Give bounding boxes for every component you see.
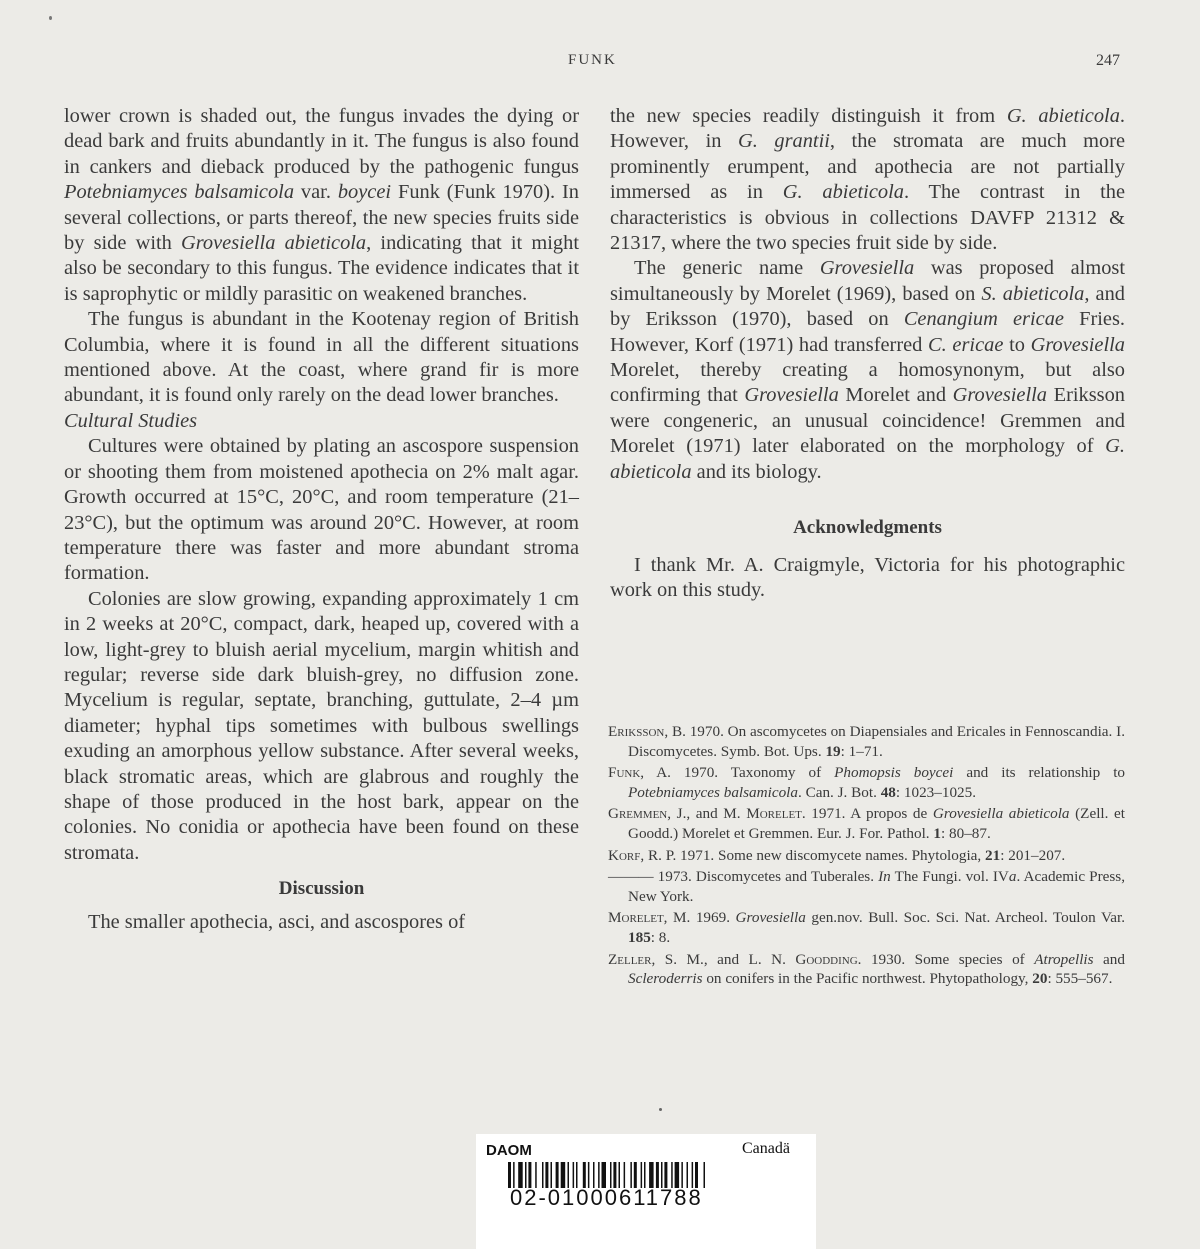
reference-entry: Eriksson, B. 1970. On ascomycetes on Diapensiales and Ericales in Fennoscandia. I. Discomycetes. Symb. Bot. Ups. 19: 1–71. [608, 723, 1125, 760]
barcode-institution: DAOM [486, 1142, 532, 1159]
reference-entry: Gremmen, J., and M. Morelet. 1971. A propos de Grovesiella abieticola (Zell. et Goodd.) Morelet et Gremmen. Eur. J. For. Pathol. 1: 80–87. [608, 805, 1126, 842]
subheading-cultural-studies: Cultural Studies [64, 409, 198, 432]
paragraph-discussion-continued: the new species readily distinguish it from G. abieticola. However, in G. grantii, the stromata are much more prominently erumpent, and apothecia are not partially immersed as in G. abieticola. The contrast in the characteristics is obvious in collections DAVFP 21312 & 21317, where the two species fruit side by side. [610, 105, 1126, 255]
left-column [64, 104, 579, 935]
scan-speck [49, 16, 52, 20]
paragraph-host-range: lower crown is shaded out, the fungus invades the dying or dead bark and fruits abundantly in it. The fungus is also found in cankers and dieback produced by the pathogenic fungus Potebniamyces balsamicola var. boycei Funk (Funk 1970). In several collections, or parts thereof, the new species fruits side by side with Grovesiella abieticola, indicating that it might also be secondary to this fungus. The evidence indicates that it is saprophytic or mildly parasitic on weakened branches. [64, 105, 579, 305]
paragraph-acknowledgments: I thank Mr. A. Craigmyle, Victoria for his photographic work on this study. [610, 553, 1125, 601]
paragraph-discussion-start: The smaller apothecia, asci, and ascospores of [88, 910, 466, 933]
section-title-discussion: Discussion [278, 878, 365, 900]
paragraph-colonies: Colonies are slow growing, expanding approximately 1 cm in 2 weeks at 20°C, compact, dark, heaped up, covered with a low, light-grey to bluish aerial mycelium, margin whitish and regular; reverse side dark bluish-grey, no diffusion zone. Mycelium is regular, septate, branching, guttulate, 2–4 µm diameter; hyphal tips sometimes with bulbous swellings exuding an amorphous yellow substance. After several weeks, black stromatic areas, which are glabrous and roughly the shape of those produced in the host bark, appear on the colonies. No conidia or apothecia have been found on these stromata. [64, 587, 579, 864]
page-number: 247 [1096, 52, 1120, 69]
running-title: FUNK [568, 52, 617, 68]
reference-entry: Funk, A. 1970. Taxonomy of Phomopsis boycei and its relationship to Potebniamyces balsamicola. Can. J. Bot. 48: 1023–1025. [608, 764, 1126, 801]
reference-entry: Zeller, S. M., and L. N. Goodding. 1930. Some species of Atropellis and Scleroderris on conifers in the Pacific northwest. Phytopathology, 20: 555–567. [608, 950, 1125, 988]
section-title-acknowledgments: Acknowledgments [793, 517, 942, 539]
barcode-number: 02-01000611788 [510, 1185, 703, 1210]
scan-dot [659, 1108, 662, 1111]
paragraph-generic-name: The generic name Grovesiella was proposed almost simultaneously by Morelet (1969), based on S. abieticola, and by Eriksson (1970), based on Cenangium ericae Fries. However, Korf (1971) had transferred C. ericae to Grovesiella Morelet, thereby creating a homosynonym, but also confirming that Grovesiella Morelet and Grovesiella Eriksson were congeneric, an unusual coincidence! Gremmen and Morelet (1971) later elaborated on the morphology of G. abieticola and its biology. [610, 257, 1126, 483]
reference-entry: Korf, R. P. 1971. Some new discomycete names. Phytologia, 21: 201–207. [608, 846, 1066, 864]
canada-wordmark: Canadä [742, 1140, 790, 1157]
reference-entry: Morelet, M. 1969. Grovesiella gen.nov. Bull. Soc. Sci. Nat. Archeol. Toulon Var. 185: 8. [608, 909, 1125, 946]
references-list [608, 722, 1125, 991]
right-column [610, 104, 1125, 603]
reference-entry: ——— 1973. Discomycetes and Tuberales. In The Fungi. vol. IVa. Academic Press, New York. [608, 868, 1126, 905]
paragraph-cultures: Cultures were obtained by plating an ascospore suspension or shooting them from moistened apothecia on 2% malt agar. Growth occurred at 15°C, 20°C, and room temperature (21–23°C), but the optimum was around 20°C. However, at room temperature there was faster and more abundant stroma formation. [64, 435, 579, 585]
paragraph-distribution: The fungus is abundant in the Kootenay region of British Columbia, where it is found in all the different situations mentioned above. At the coast, where grand fir is more abundant, it is found only rarely on the dead lower branches. [64, 308, 579, 407]
